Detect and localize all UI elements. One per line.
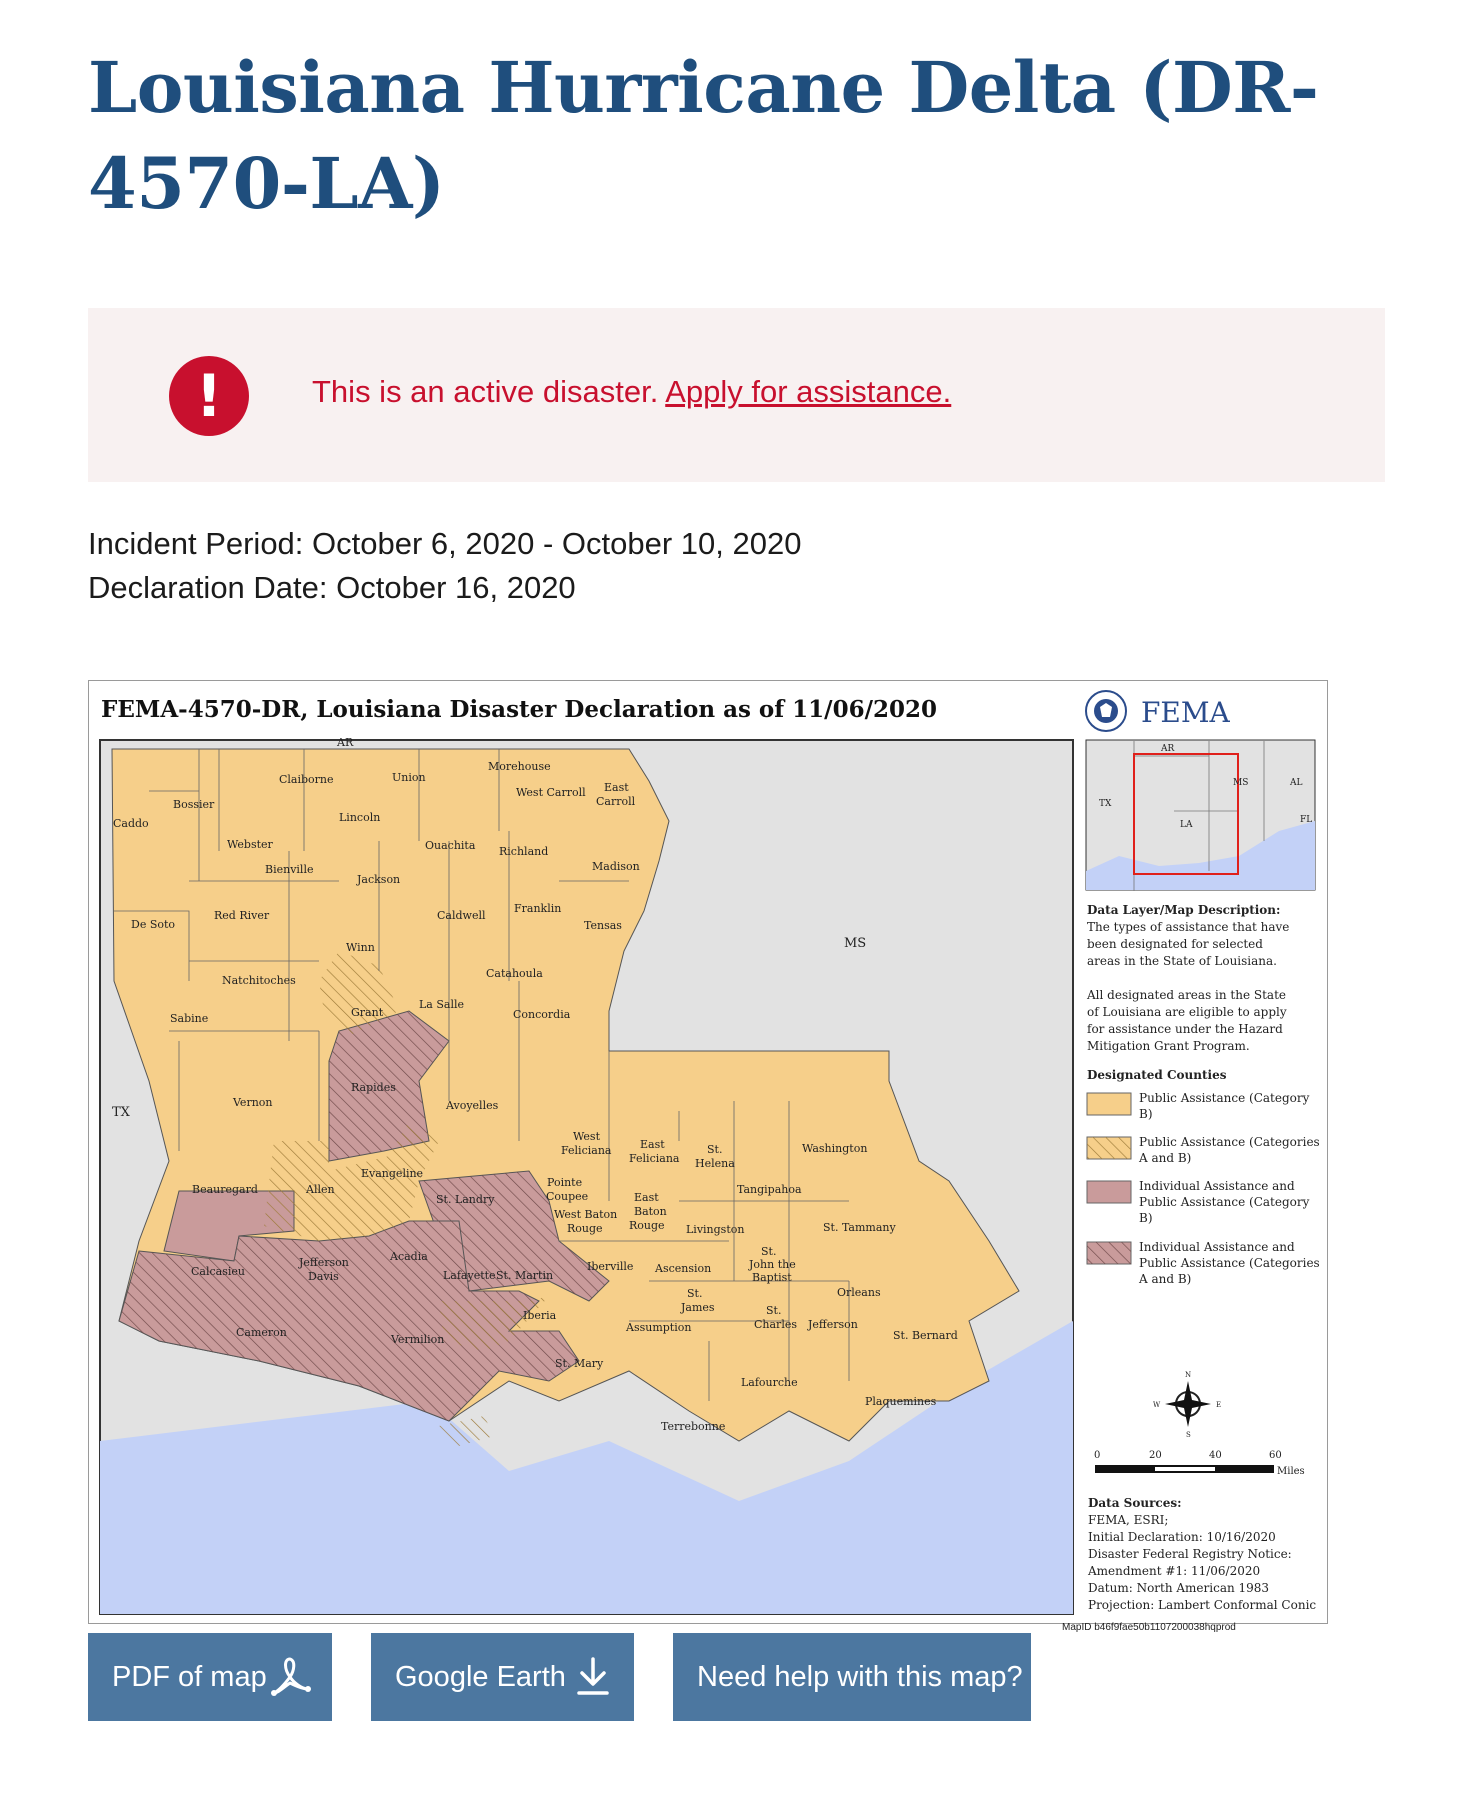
parish-label: Sabine <box>170 1012 209 1025</box>
need-help-with-map-button[interactable] <box>673 1633 1031 1721</box>
parish-label: St. Tammany <box>823 1221 896 1234</box>
legend-label: A and B) <box>1139 1272 1192 1286</box>
parish-label: Orleans <box>837 1286 881 1299</box>
parish-label: Franklin <box>514 902 562 915</box>
data-sources <box>1087 1496 1316 1612</box>
parish-label: Concordia <box>513 1008 571 1021</box>
parish-label: Helena <box>695 1157 735 1170</box>
parish-label: Natchitoches <box>222 974 296 987</box>
need-help-label: Need help with this map? <box>697 1661 1023 1693</box>
parish-label: St. Martin <box>496 1269 554 1282</box>
hazard-line: for assistance under the Hazard <box>1087 1022 1283 1036</box>
parish-label: Calcasieu <box>191 1265 245 1278</box>
legend-label: Individual Assistance and <box>1139 1179 1295 1193</box>
legend-swatch-pa-b <box>1087 1093 1131 1115</box>
parish-label: Washington <box>802 1142 868 1155</box>
parish-label: Union <box>392 771 426 784</box>
parish-label: St. <box>761 1245 777 1258</box>
google-earth-label: Google Earth <box>395 1661 566 1693</box>
google-earth-button[interactable] <box>371 1633 634 1721</box>
exclamation-icon: ! <box>169 356 249 436</box>
parish-label: Vernon <box>233 1096 273 1109</box>
scale-bar <box>1094 1450 1305 1477</box>
scale-tick: 0 <box>1094 1450 1101 1461</box>
pdf-of-map-button[interactable] <box>88 1633 332 1721</box>
hazard-line: of Louisiana are eligible to apply <box>1087 1005 1287 1019</box>
parish-label: Vermilion <box>391 1333 445 1346</box>
parish-label: Livingston <box>686 1223 745 1236</box>
parish-label: West Baton <box>554 1208 618 1221</box>
parish-label: Baptist <box>752 1271 792 1284</box>
scale-tick: 20 <box>1149 1450 1162 1461</box>
inset-locator-map <box>1086 740 1315 891</box>
parish-label: Catahoula <box>486 967 543 980</box>
legend-label: B) <box>1139 1211 1153 1225</box>
parish-label: La Salle <box>419 998 464 1011</box>
parish-label: St. Bernard <box>893 1329 958 1342</box>
legend-label: Individual Assistance and <box>1139 1240 1295 1254</box>
map-description <box>1086 903 1289 1053</box>
parish-label: East <box>604 781 629 794</box>
incident-period: Incident Period: October 6, 2020 - October 10, 2020 <box>88 526 802 561</box>
parish-label: Bienville <box>265 863 314 876</box>
parish-label: St. Mary <box>555 1357 604 1370</box>
parish-label: Morehouse <box>488 760 551 773</box>
parish-label: East <box>634 1191 659 1204</box>
apply-for-assistance-link[interactable]: Apply for assistance. <box>665 374 952 409</box>
map-image <box>89 681 1327 1623</box>
parish-label: Red River <box>214 909 270 922</box>
sources-heading: Data Sources: <box>1088 1496 1182 1510</box>
legend-label: Public Assistance (Categories <box>1139 1256 1320 1270</box>
parish-label: Charles <box>754 1318 797 1331</box>
parish-label: Lafayette <box>443 1269 496 1282</box>
parish-label: Acadia <box>390 1250 428 1263</box>
parish-label: Jefferson <box>808 1318 858 1331</box>
compass-s: S <box>1186 1431 1191 1439</box>
parish-label: Madison <box>592 860 640 873</box>
parish-label: Pointe <box>547 1176 583 1189</box>
parish-label: Tensas <box>584 919 622 932</box>
scale-tick: 60 <box>1269 1450 1282 1461</box>
parish-label: Baton <box>634 1205 667 1218</box>
description-line: areas in the State of Louisiana. <box>1087 954 1277 968</box>
parish-label: Winn <box>346 941 375 954</box>
scale-unit: Miles <box>1277 1466 1305 1477</box>
parish-label: James <box>681 1301 715 1314</box>
map-title: FEMA-4570-DR, Louisiana Disaster Declaration as of 11/06/2020 <box>101 696 938 723</box>
map-legend <box>1087 1068 1320 1286</box>
mississippi-label: MS <box>844 936 867 951</box>
parish-label: Ouachita <box>425 839 476 852</box>
parish-label: Tangipahoa <box>737 1183 802 1196</box>
legend-label: Public Assistance (Category <box>1139 1195 1310 1209</box>
sources-line: Projection: Lambert Conformal Conic <box>1088 1598 1317 1612</box>
parish-label: Jefferson <box>299 1256 349 1269</box>
compass-w: W <box>1153 1401 1161 1409</box>
inset-la-label: LA <box>1180 820 1193 830</box>
parish-label: Jackson <box>357 873 401 886</box>
sources-line: Disaster Federal Registry Notice: <box>1088 1547 1292 1561</box>
legend-label: Public Assistance (Category <box>1139 1091 1310 1105</box>
louisiana-map <box>100 736 1073 1614</box>
parish-label: Lincoln <box>339 811 381 824</box>
active-disaster-alert <box>88 308 1385 482</box>
parish-label: West Carroll <box>516 786 586 799</box>
legend-label: Public Assistance (Categories <box>1139 1135 1320 1149</box>
inset-fl-label: FL <box>1300 815 1313 825</box>
inset-al-label: AL <box>1290 778 1303 788</box>
parish-label: Webster <box>227 838 273 851</box>
parish-label: St. Landry <box>436 1193 495 1206</box>
arkansas-label: AR <box>337 736 354 749</box>
parish-label: Assumption <box>626 1321 692 1334</box>
texas-label: TX <box>112 1105 130 1120</box>
legend-swatch-ia-pa-b <box>1087 1181 1131 1203</box>
disaster-declaration-map[interactable] <box>88 680 1328 1624</box>
legend-label: A and B) <box>1139 1151 1192 1165</box>
inset-tx-label: TX <box>1099 799 1112 809</box>
compass-rose-icon <box>1153 1371 1221 1439</box>
compass-e: E <box>1216 1401 1222 1409</box>
hazard-line: Mitigation Grant Program. <box>1087 1039 1250 1053</box>
pdf-icon <box>268 1655 312 1699</box>
scale-tick: 40 <box>1209 1450 1222 1461</box>
parish-label: Iberia <box>523 1309 557 1322</box>
parish-label: Terrebonne <box>661 1420 726 1433</box>
parish-label: Rouge <box>629 1219 665 1232</box>
parish-label: Plaquemines <box>865 1395 937 1408</box>
parish-label: Caddo <box>113 817 149 830</box>
hazard-line: All designated areas in the State <box>1087 988 1287 1002</box>
legend-heading: Designated Counties <box>1087 1068 1227 1082</box>
parish-label: John the <box>749 1258 796 1271</box>
parish-label: East <box>640 1138 665 1151</box>
parish-label: Caldwell <box>437 909 486 922</box>
parish-label: Avoyelles <box>446 1099 499 1112</box>
map-id: MapID b46f9fae50b1107200038hqprod <box>1062 1622 1236 1633</box>
parish-label: Ascension <box>655 1262 712 1275</box>
parish-label: De Soto <box>131 918 176 931</box>
alert-text <box>312 374 951 410</box>
compass-n: N <box>1185 1371 1192 1379</box>
parish-label: Feliciana <box>629 1152 680 1165</box>
sources-line: Amendment #1: 11/06/2020 <box>1088 1564 1261 1578</box>
fema-logo <box>1086 691 1231 731</box>
description-line: been designated for selected <box>1087 937 1263 951</box>
parish-label: West <box>573 1130 600 1143</box>
parish-label: Iberville <box>587 1260 634 1273</box>
alert-message: This is an active disaster. <box>312 374 659 409</box>
parish-label: Davis <box>308 1270 339 1283</box>
parish-label: Rapides <box>351 1081 396 1094</box>
parish-label: Coupee <box>546 1190 589 1203</box>
declaration-date: Declaration Date: October 16, 2020 <box>88 570 576 605</box>
parish-label: Grant <box>351 1006 384 1019</box>
parish-label: Feliciana <box>561 1144 612 1157</box>
sources-line: Datum: North American 1983 <box>1088 1581 1270 1595</box>
parish-label: Beauregard <box>192 1183 258 1196</box>
parish-label: St. <box>766 1304 782 1317</box>
parish-label: Claiborne <box>279 773 334 786</box>
parish-label: St. <box>687 1287 703 1300</box>
sources-line: FEMA, ESRI; <box>1088 1513 1169 1527</box>
pdf-of-map-label: PDF of map <box>112 1661 267 1693</box>
parish-label: Cameron <box>236 1326 287 1339</box>
parish-label: Evangeline <box>361 1167 424 1180</box>
inset-ms-label: MS <box>1233 778 1249 788</box>
description-heading: Data Layer/Map Description: <box>1087 903 1281 917</box>
parish-label: Bossier <box>173 798 215 811</box>
legend-label: B) <box>1139 1107 1153 1121</box>
download-icon <box>573 1655 613 1699</box>
page-title: Louisiana Hurricane Delta (DR-4570-LA) <box>88 46 1319 225</box>
parish-label: Allen <box>306 1183 335 1196</box>
parish-label: Richland <box>499 845 549 858</box>
parish-label: Lafourche <box>741 1376 798 1389</box>
inset-ar-label: AR <box>1161 744 1175 754</box>
description-line: The types of assistance that have <box>1087 920 1290 934</box>
sources-line: Initial Declaration: 10/16/2020 <box>1088 1530 1276 1544</box>
parish-label: St. <box>707 1143 723 1156</box>
parish-label: Rouge <box>567 1222 603 1235</box>
parish-label: Carroll <box>596 795 636 808</box>
fema-wordmark: FEMA <box>1141 696 1230 729</box>
